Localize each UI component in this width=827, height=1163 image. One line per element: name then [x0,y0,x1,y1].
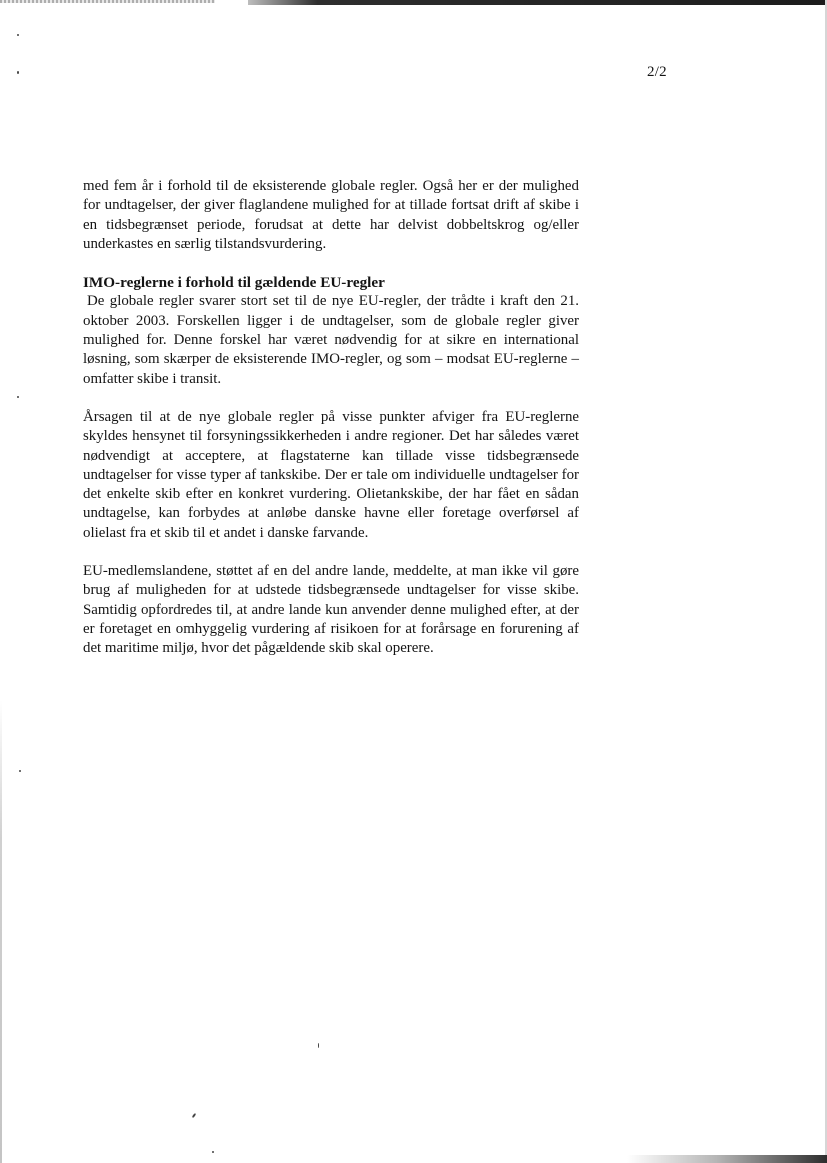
scan-artifact-top-left [0,0,215,3]
scan-speck [19,770,21,772]
scan-speck [17,71,19,74]
scan-artifact-bottom-right [627,1155,827,1163]
paragraph-intro: med fem år i forhold til de eksisterende globale regler. Også her er der mulighed for undtagelser, der giver flaglandene mulighed for at tillade fortsat drift af skibe i en tidsbegrænset periode, forudsat at dette har delvist dobbeltskrog og/eller underkastes en særlig tilstandsvurdering. [83,178,579,252]
scan-speck [318,1043,319,1048]
scan-speck [212,1151,214,1153]
section-heading: IMO-reglerne i forhold til gældende EU-regler [83,274,385,292]
page-number: 2/2 [647,64,667,80]
scan-speck [192,1113,197,1118]
scan-speck [17,34,19,36]
paragraph-member-states: EU-medlemslandene, støttet af en del andre lande, meddelte, at man ikke vil gøre brug af muligheden for at udstede tidsbegrænsede undtagelser for visse skibe. Samtidig opfordredes til, at andre lande kun anvender denne mulighed efter, at der er foretaget en omhyggelig vurdering af risikoen for at forårsage en forurening af det maritime miljø, hvor det pågældende skib skal operere. [83,563,579,657]
document-body [83,177,579,659]
scan-artifact-top-right [248,0,827,5]
scan-artifact-left-edge [0,700,2,1163]
paragraph-comparison: De globale regler svarer stort set til de nye EU-regler, der trådte i kraft den 21. oktober 2003. Forskellen ligger i de undtagelser, som de globale regler giver mulighed for. Denne forskel har været nødvendig for at sikre en international løsning, som skærper de eksisterende IMO-regler, og som – modsat EU-reglerne – omfatter skibe i transit. [83,293,579,387]
paragraph-reason: Årsagen til at de nye globale regler på visse punkter afviger fra EU-reglerne skyldes hensynet til forsyningssikkerheden i andre regioner. Det har således været nødvendigt at acceptere, at flagstaterne kan tillade visse tidsbegrænsede undtagelser for visse typer af tankskibe. Der er tale om individuelle undtagelser for det enkelte skib efter en konkret vurdering. Olietankskibe, der har fået en sådan undtagelse, kan forbydes at anløbe danske havne eller foretage overførsel af olielast fra et skib til et andet i danske farvande. [83,408,579,541]
scan-speck [17,396,19,398]
